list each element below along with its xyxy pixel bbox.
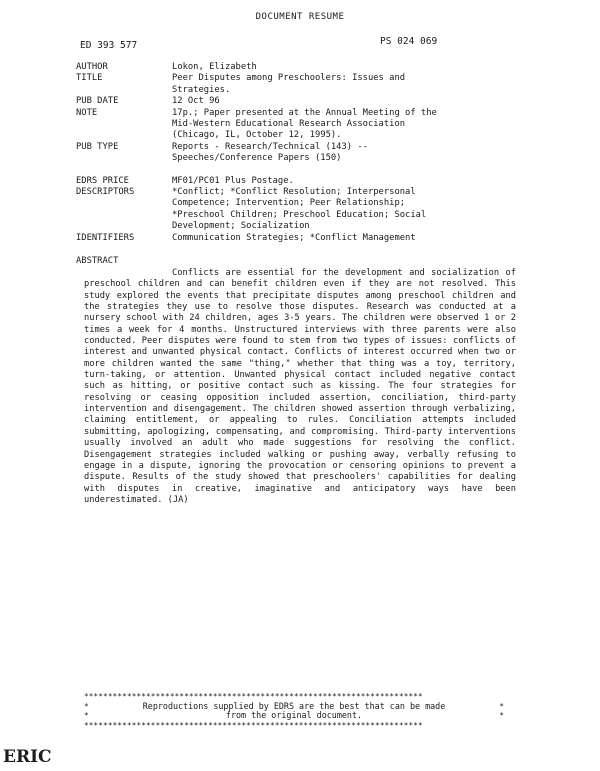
side-star: * [84, 701, 89, 711]
field-label: IDENTIFIERS [76, 232, 135, 243]
reproduction-line-2 [84, 711, 504, 721]
field-note [76, 108, 496, 142]
field-edrs-price [76, 176, 496, 187]
field-value: MF01/PC01 Plus Postage. [172, 175, 294, 186]
field-pub-date [76, 96, 496, 107]
ed-number: ED 393 577 [80, 40, 138, 51]
field-value: *Conflict; *Conflict Resolution; Interpersonal Competence; Intervention; Peer Relationship; *Preschool Children; Preschool Education; Social Development; Socialization [172, 187, 427, 232]
field-label: EDRS PRICE [76, 175, 129, 186]
document-title: DOCUMENT RESUME [255, 12, 345, 22]
field-title [76, 73, 496, 96]
field-author [76, 62, 496, 73]
field-label: TITLE [76, 73, 103, 84]
abstract-text: Conflicts are essential for the development and socialization of preschool children and can benefit children even if they are not resolved. This study explored the events that precipitate disputes among preschool children and the strategies they use to resolve those disputes. Research was conducted at a nursery school with 24 children, ages 3-5 years. The children were observed 1 or 2 times a week for 4 months. Unstructured interviews with three parents were also conducted. Peer disputes were found to stem from two types of issues: conflicts of interest and unwanted physical contact. Conflicts of interest occurred when two or more children wanted the same "thing," whether that thing was a toy, territory, turn-taking, or attention. Unwanted physical contact included negative contact such as hitting, or positive contact such as kissing. The four strategies for resolving or ceasing opposition included assertion, conciliation, third-party intervention and disengagement. The children showed assertion through verbalizing, claiming entitlement, or appealing to rules. Conciliation attempts included submitting, apologizing, compensating, and compromising. Third-party interventions usually involved an adult who made suggestions for resolving the conflict. Disengagement strategies included walking or pushing away, verbally refusing to engage in a dispute, ignoring the provocation or censoring opinions to prevent a dispute. Results of the study showed that preschoolers' capabilities for dealing with disputes in creative, imaginative and anticipatory ways have been underestimated. (JA) [84, 268, 516, 505]
field-pub-type [76, 142, 496, 165]
side-star: * [84, 711, 89, 720]
field-value: 17p.; Paper presented at the Annual Meeting of the Mid-Western Educational Research Association (Chicago, IL, October 12, 1995). [172, 107, 437, 141]
metadata-table [76, 62, 496, 244]
side-star: * [499, 711, 504, 720]
star-border-bottom: *********************************************************************** [84, 720, 423, 730]
abstract-label: ABSTRACT [76, 256, 119, 266]
reproduction-text-1: Reproductions supplied by EDRS are the best that can be made [142, 700, 446, 711]
field-value: 12 Oct 96 [172, 96, 220, 107]
field-identifiers [76, 233, 496, 244]
field-value: Reports - Research/Technical (143) -- Speeches/Conference Papers (150) [172, 141, 368, 164]
field-label: AUTHOR [76, 62, 108, 72]
field-label: DESCRIPTORS [76, 187, 135, 198]
ps-number: PS 024 069 [380, 36, 438, 47]
field-value: Communication Strategies; *Conflict Management [172, 232, 416, 243]
star-border-top: *********************************************************************** [84, 692, 423, 701]
field-label: NOTE [76, 107, 98, 118]
field-label: PUB TYPE [76, 141, 119, 152]
field-label: PUB DATE [76, 96, 119, 107]
field-descriptors [76, 187, 496, 233]
eric-logo-text: ERIC [3, 747, 52, 767]
side-star: * [499, 701, 504, 711]
eric-logo [2, 742, 52, 768]
field-spacer [76, 165, 496, 176]
field-value: Lokon, Elizabeth [172, 62, 257, 72]
field-value: Peer Disputes among Preschoolers: Issues and Strategies. [172, 73, 406, 95]
reproduction-text-2: from the original document. [225, 710, 363, 720]
reproduction-notice [84, 692, 504, 730]
